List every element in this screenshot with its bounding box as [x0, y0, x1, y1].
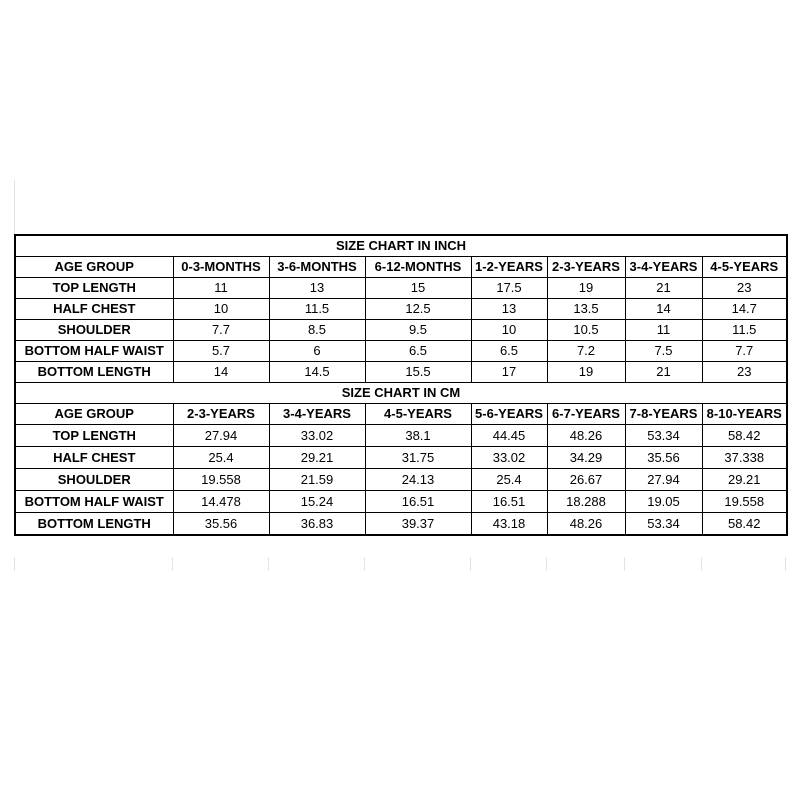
cm-header-cell: 7-8-YEARS: [625, 404, 702, 425]
table-cell: 19.558: [702, 491, 787, 513]
row-label: HALF CHEST: [15, 447, 173, 469]
inch-header-cell: AGE GROUP: [15, 257, 173, 278]
table-cell: 31.75: [365, 447, 471, 469]
table-cell: 7.2: [547, 341, 625, 362]
cm-header-cell: 4-5-YEARS: [365, 404, 471, 425]
table-cell: 10: [471, 320, 547, 341]
inch-header-cell: 3-6-MONTHS: [269, 257, 365, 278]
table-cell: 43.18: [471, 513, 547, 536]
inch-table-row: [15, 320, 787, 341]
table-cell: 13.5: [547, 299, 625, 320]
table-cell: 48.26: [547, 425, 625, 447]
cm-header-cell: 2-3-YEARS: [173, 404, 269, 425]
table-cell: 8.5: [269, 320, 365, 341]
table-cell: 15.24: [269, 491, 365, 513]
table-cell: 33.02: [269, 425, 365, 447]
table-cell: 38.1: [365, 425, 471, 447]
sheet-gridline: [701, 557, 702, 571]
table-cell: 10.5: [547, 320, 625, 341]
table-cell: 39.37: [365, 513, 471, 536]
table-cell: 33.02: [471, 447, 547, 469]
table-cell: 14: [173, 362, 269, 383]
cm-table-title: SIZE CHART IN CM: [15, 383, 787, 404]
row-label: HALF CHEST: [15, 299, 173, 320]
inch-header-cell: 2-3-YEARS: [547, 257, 625, 278]
inch-table-row: [15, 299, 787, 320]
cm-table-row: [15, 425, 787, 447]
table-cell: 58.42: [702, 425, 787, 447]
table-cell: 7.7: [702, 341, 787, 362]
table-cell: 21: [625, 278, 702, 299]
row-label: TOP LENGTH: [15, 278, 173, 299]
table-cell: 18.288: [547, 491, 625, 513]
table-cell: 53.34: [625, 425, 702, 447]
table-cell: 24.13: [365, 469, 471, 491]
size-chart-body: [15, 235, 787, 535]
table-cell: 13: [269, 278, 365, 299]
cm-table-row: [15, 447, 787, 469]
table-cell: 23: [702, 278, 787, 299]
size-chart-sheet: [14, 234, 786, 536]
cm-header-cell: 6-7-YEARS: [547, 404, 625, 425]
table-cell: 19: [547, 362, 625, 383]
row-label: BOTTOM HALF WAIST: [15, 341, 173, 362]
table-cell: 14: [625, 299, 702, 320]
row-label: BOTTOM LENGTH: [15, 513, 173, 536]
cm-header-cell: 3-4-YEARS: [269, 404, 365, 425]
inch-header-cell: 0-3-MONTHS: [173, 257, 269, 278]
sheet-gridline: [172, 557, 173, 571]
table-cell: 10: [173, 299, 269, 320]
table-cell: 53.34: [625, 513, 702, 536]
table-cell: 11: [173, 278, 269, 299]
sheet-gridlines: [14, 557, 786, 571]
inch-header-cell: 4-5-YEARS: [702, 257, 787, 278]
table-cell: 11: [625, 320, 702, 341]
table-cell: 34.29: [547, 447, 625, 469]
table-cell: 36.83: [269, 513, 365, 536]
table-cell: 35.56: [173, 513, 269, 536]
table-cell: 29.21: [269, 447, 365, 469]
cm-table-row: [15, 469, 787, 491]
cm-table-row: [15, 513, 787, 536]
table-cell: 29.21: [702, 469, 787, 491]
table-cell: 15.5: [365, 362, 471, 383]
size-chart-table: [14, 234, 788, 536]
table-cell: 17.5: [471, 278, 547, 299]
sheet-gridline: [785, 557, 786, 571]
table-cell: 44.45: [471, 425, 547, 447]
inch-table-title: SIZE CHART IN INCH: [15, 235, 787, 257]
row-label: TOP LENGTH: [15, 425, 173, 447]
sheet-gridline: [14, 180, 15, 234]
table-cell: 23: [702, 362, 787, 383]
table-cell: 6: [269, 341, 365, 362]
table-cell: 37.338: [702, 447, 787, 469]
row-label: BOTTOM LENGTH: [15, 362, 173, 383]
table-cell: 13: [471, 299, 547, 320]
inch-table-row: [15, 278, 787, 299]
table-cell: 17: [471, 362, 547, 383]
table-cell: 27.94: [173, 425, 269, 447]
cm-table-row: [15, 491, 787, 513]
sheet-gridline: [268, 557, 269, 571]
table-cell: 15: [365, 278, 471, 299]
table-cell: 7.7: [173, 320, 269, 341]
table-cell: 48.26: [547, 513, 625, 536]
inch-header-row: [15, 257, 787, 278]
cm-header-cell: AGE GROUP: [15, 404, 173, 425]
sheet-gridline: [14, 557, 15, 571]
cm-header-row: [15, 404, 787, 425]
table-cell: 11.5: [269, 299, 365, 320]
table-cell: 26.67: [547, 469, 625, 491]
table-cell: 11.5: [702, 320, 787, 341]
table-cell: 16.51: [365, 491, 471, 513]
row-label: BOTTOM HALF WAIST: [15, 491, 173, 513]
table-cell: 25.4: [471, 469, 547, 491]
cm-title-row: [15, 383, 787, 404]
cm-header-cell: 5-6-YEARS: [471, 404, 547, 425]
inch-header-cell: 1-2-YEARS: [471, 257, 547, 278]
table-cell: 25.4: [173, 447, 269, 469]
table-cell: 19: [547, 278, 625, 299]
table-cell: 7.5: [625, 341, 702, 362]
sheet-gridline: [470, 557, 471, 571]
inch-table-row: [15, 341, 787, 362]
cm-header-cell: 8-10-YEARS: [702, 404, 787, 425]
inch-table-row: [15, 362, 787, 383]
table-cell: 5.7: [173, 341, 269, 362]
table-cell: 21: [625, 362, 702, 383]
sheet-gridline: [546, 557, 547, 571]
table-cell: 35.56: [625, 447, 702, 469]
table-cell: 27.94: [625, 469, 702, 491]
row-label: SHOULDER: [15, 469, 173, 491]
table-cell: 19.558: [173, 469, 269, 491]
table-cell: 14.5: [269, 362, 365, 383]
table-cell: 14.478: [173, 491, 269, 513]
inch-header-cell: 3-4-YEARS: [625, 257, 702, 278]
table-cell: 6.5: [471, 341, 547, 362]
table-cell: 21.59: [269, 469, 365, 491]
sheet-gridline: [624, 557, 625, 571]
inch-title-row: [15, 235, 787, 257]
table-cell: 58.42: [702, 513, 787, 536]
table-cell: 16.51: [471, 491, 547, 513]
sheet-gridline: [364, 557, 365, 571]
table-cell: 12.5: [365, 299, 471, 320]
inch-header-cell: 6-12-MONTHS: [365, 257, 471, 278]
table-cell: 14.7: [702, 299, 787, 320]
table-cell: 9.5: [365, 320, 471, 341]
row-label: SHOULDER: [15, 320, 173, 341]
table-cell: 19.05: [625, 491, 702, 513]
table-cell: 6.5: [365, 341, 471, 362]
